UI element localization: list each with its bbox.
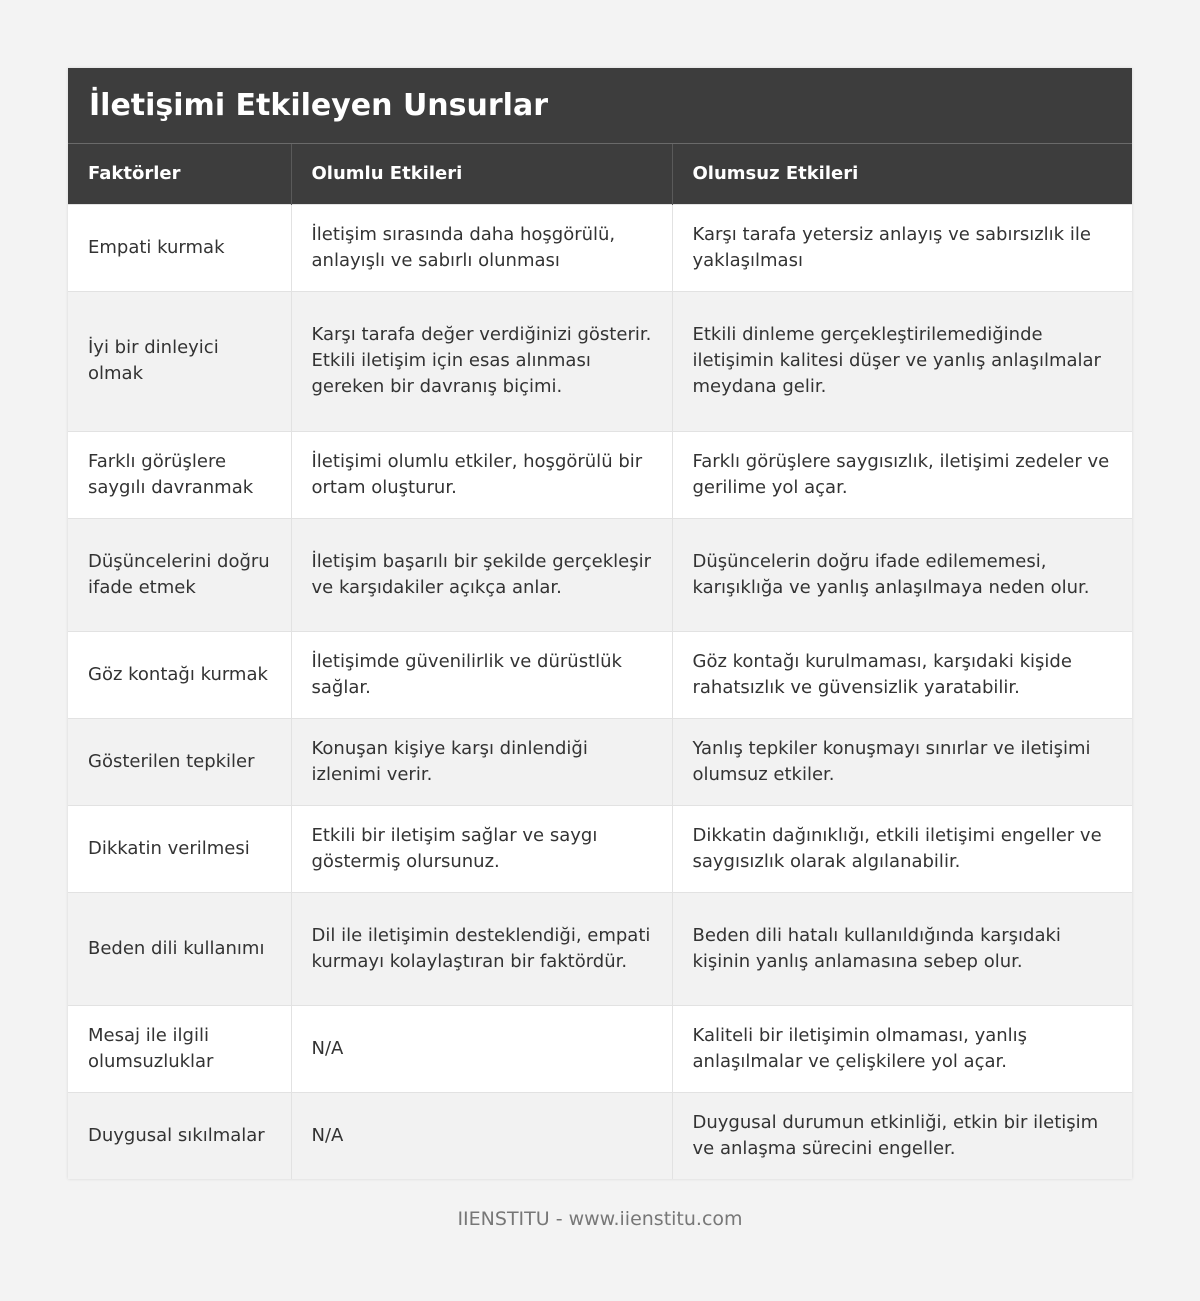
positive-cell: N/A [291, 1005, 672, 1092]
column-header-factors: Faktörler [68, 144, 291, 204]
negative-cell: Karşı tarafa yetersiz anlayış ve sabırsızlık ile yaklaşılması [672, 204, 1132, 291]
factor-cell: Farklı görüşlere saygılı davranmak [68, 431, 291, 518]
positive-cell: İletişim sırasında daha hoşgörülü, anlayışlı ve sabırlı olunması [291, 204, 672, 291]
factor-cell: Beden dili kullanımı [68, 892, 291, 1005]
footer-credit: IIENSTITU - www.iienstitu.com [457, 1208, 743, 1230]
positive-cell: İletişimde güvenilirlik ve dürüstlük sağlar. [291, 631, 672, 718]
negative-cell: Beden dili hatalı kullanıldığında karşıdaki kişinin yanlış anlamasına sebep olur. [672, 892, 1132, 1005]
table-row [68, 1005, 1132, 1092]
table-row [68, 431, 1132, 518]
factor-cell: Mesaj ile ilgili olumsuzluklar [68, 1005, 291, 1092]
table-row [68, 718, 1132, 805]
factor-cell: Duygusal sıkılmalar [68, 1092, 291, 1179]
table-card [68, 68, 1132, 1179]
negative-cell: Düşüncelerin doğru ifade edilememesi, karışıklığa ve yanlış anlaşılmaya neden olur. [672, 518, 1132, 631]
positive-cell: İletişimi olumlu etkiler, hoşgörülü bir ortam oluşturur. [291, 431, 672, 518]
positive-cell: Etkili bir iletişim sağlar ve saygı göstermiş olursunuz. [291, 805, 672, 892]
positive-cell: İletişim başarılı bir şekilde gerçekleşir ve karşıdakiler açıkça anlar. [291, 518, 672, 631]
positive-cell: Karşı tarafa değer verdiğinizi gösterir. Etkili iletişim için esas alınması gereken bir davranış biçimi. [291, 291, 672, 431]
table-row [68, 204, 1132, 291]
table-row [68, 291, 1132, 431]
factor-cell: Empati kurmak [68, 204, 291, 291]
factor-cell: Göz kontağı kurmak [68, 631, 291, 718]
factor-cell: İyi bir dinleyici olmak [68, 291, 291, 431]
factors-table [68, 144, 1132, 1179]
factor-cell: Gösterilen tepkiler [68, 718, 291, 805]
table-row [68, 805, 1132, 892]
negative-cell: Göz kontağı kurulmaması, karşıdaki kişide rahatsızlık ve güvensizlik yaratabilir. [672, 631, 1132, 718]
negative-cell: Yanlış tepkiler konuşmayı sınırlar ve iletişimi olumsuz etkiler. [672, 718, 1132, 805]
negative-cell: Etkili dinleme gerçekleştirilemediğinde iletişimin kalitesi düşer ve yanlış anlaşılmalar meydana gelir. [672, 291, 1132, 431]
table-row [68, 518, 1132, 631]
negative-cell: Duygusal durumun etkinliği, etkin bir iletişim ve anlaşma sürecini engeller. [672, 1092, 1132, 1179]
factor-cell: Dikkatin verilmesi [68, 805, 291, 892]
factor-cell: Düşüncelerini doğru ifade etmek [68, 518, 291, 631]
positive-cell: N/A [291, 1092, 672, 1179]
positive-cell: Dil ile iletişimin desteklendiği, empati kurmayı kolaylaştıran bir faktördür. [291, 892, 672, 1005]
table-title: İletişimi Etkileyen Unsurlar [68, 68, 1132, 144]
positive-cell: Konuşan kişiye karşı dinlendiği izlenimi verir. [291, 718, 672, 805]
table-row [68, 892, 1132, 1005]
negative-cell: Farklı görüşlere saygısızlık, iletişimi zedeler ve gerilime yol açar. [672, 431, 1132, 518]
header-row [68, 144, 1132, 204]
column-header-negative: Olumsuz Etkileri [672, 144, 1132, 204]
negative-cell: Dikkatin dağınıklığı, etkili iletişimi engeller ve saygısızlık olarak algılanabilir. [672, 805, 1132, 892]
table-row [68, 631, 1132, 718]
negative-cell: Kaliteli bir iletişimin olmaması, yanlış anlaşılmalar ve çelişkilere yol açar. [672, 1005, 1132, 1092]
table-row [68, 1092, 1132, 1179]
column-header-positive: Olumlu Etkileri [291, 144, 672, 204]
